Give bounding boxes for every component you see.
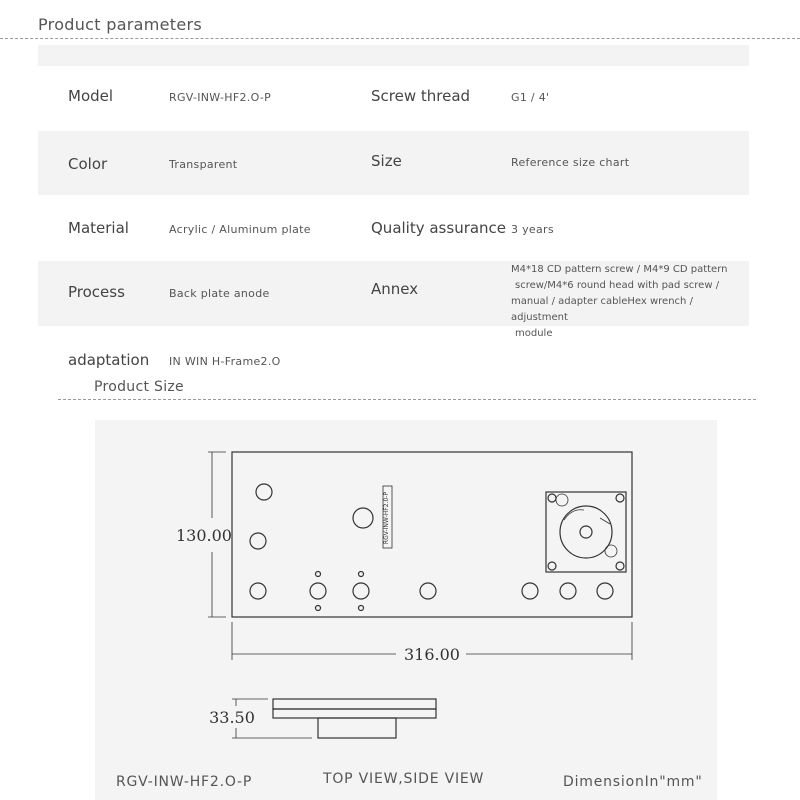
params-title: Product parameters bbox=[38, 15, 203, 34]
screw-thread-value: G1 / 4' bbox=[511, 91, 550, 104]
hole-1 bbox=[256, 484, 272, 500]
plate-outline bbox=[232, 452, 632, 617]
process-label: Process bbox=[68, 283, 125, 301]
annex-line-4: module bbox=[515, 328, 553, 339]
adaptation-label: adaptation bbox=[68, 351, 150, 369]
hole-2 bbox=[250, 533, 266, 549]
annex-line-3: manual / adapter cableHex wrench / adjustment bbox=[511, 296, 693, 323]
material-label: Material bbox=[68, 219, 129, 237]
side-view-top bbox=[273, 699, 436, 709]
annex-label: Annex bbox=[371, 280, 419, 298]
dim-depth: 33.50 bbox=[209, 708, 255, 727]
dim-width: 316.00 bbox=[404, 645, 460, 664]
side-view-mid bbox=[273, 709, 436, 718]
color-label: Color bbox=[68, 155, 108, 173]
color-value: Transparent bbox=[169, 158, 238, 171]
size-title: Product Size bbox=[94, 379, 184, 395]
footer-view: TOP VIEW,SIDE VIEW bbox=[323, 771, 485, 787]
material-value: Acrylic / Aluminum plate bbox=[169, 223, 311, 236]
footer-model: RGV-INW-HF2.O-P bbox=[116, 774, 253, 790]
side-view-bottom bbox=[318, 718, 396, 738]
screw-thread-label: Screw thread bbox=[371, 87, 471, 105]
port-circle bbox=[353, 508, 373, 528]
size-value: Reference size chart bbox=[511, 156, 630, 169]
annex-line-2: screw/M4*6 round head with pad screw / bbox=[515, 280, 720, 291]
dim-height: 130.00 bbox=[176, 526, 232, 545]
quality-label: Quality assurance bbox=[371, 219, 507, 237]
model-value: RGV-INW-HF2.O-P bbox=[169, 91, 272, 104]
annex-line-1: M4*18 CD pattern screw / M4*9 CD pattern bbox=[511, 264, 728, 275]
footer-unit: DimensionIn"mm" bbox=[563, 774, 703, 790]
adaptation-value: IN WIN H-Frame2.O bbox=[169, 355, 281, 368]
process-value: Back plate anode bbox=[169, 287, 270, 300]
model-label: Model bbox=[68, 87, 114, 105]
quality-value: 3 years bbox=[511, 223, 554, 236]
plate-label: RGV-INW-HF2.0-P bbox=[383, 491, 390, 545]
size-label: Size bbox=[371, 152, 402, 170]
